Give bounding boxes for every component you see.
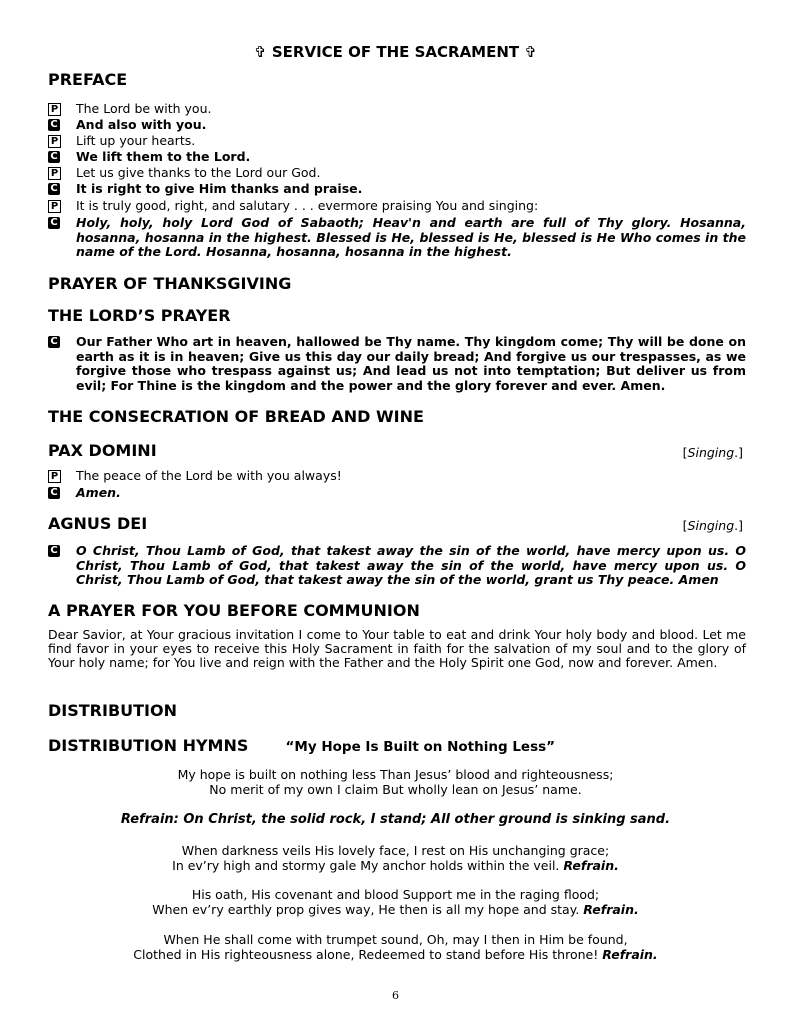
pastor-marker-icon: P [48,200,61,213]
page-title [0,43,791,61]
pastor-marker-icon: P [48,103,61,116]
hymn-verse: When darkness veils His lovely face, I rest on His unchanging grace; In ev’ry high and stormy gale My anchor holds within the veil. Refrain. [172,843,619,873]
thanksgiving-heading: PRAYER OF THANKSGIVING [48,274,292,293]
preface-line-text: Lift up your hearts. [76,133,196,148]
pax-line [48,469,746,484]
preface-line [48,118,746,133]
congregation-marker-icon: C [48,545,60,557]
page-title-text: SERVICE OF THE SACRAMENT [271,43,520,61]
congregation-marker-icon: C [48,119,60,131]
lords-prayer [48,335,746,393]
consecration-heading: THE CONSECRATION OF BREAD AND WINE [48,407,424,426]
sanctus [48,216,746,260]
preface-line-text: And also with you. [76,117,207,132]
congregation-marker-icon: C [48,217,60,229]
hymn-verse: His oath, His covenant and blood Support me in the raging flood; When ev’ry earthly prop gives way, He then is all my hope and stay. Refrain. [152,887,639,917]
preface-line [48,150,746,165]
distribution-hymns-heading: DISTRIBUTION HYMNS “My Hope Is Built on Nothing Less” [48,736,556,755]
preface-line-text: It is truly good, right, and salutary . . . evermore praising You and singing: [76,198,539,213]
preface-line-text: We lift them to the Lord. [76,149,251,164]
prayer-before-communion-heading: A PRAYER FOR YOU BEFORE COMMUNION [48,601,420,620]
preface-line-text: The Lord be with you. [76,101,212,116]
congregation-marker-icon: C [48,487,60,499]
agnus-dei [48,544,746,588]
lords-prayer-heading: THE LORD’S PRAYER [48,306,231,325]
prayer-before-communion-text: Dear Savior, at Your gracious invitation I come to Your table to eat and drink Your holy body and blood. Let me find favor in your eyes to receive this Holy Sacrament in faith for the salvation of my soul and to the glory of Your holy name; for You live and reign with the Father and the Holy Spirit one God, now and forever. Amen. [48,627,746,670]
hymn-verse: My hope is built on nothing less Than Jesus’ blood and righteousness; No merit of my own I claim But wholly lean on Jesus’ name. [177,767,614,797]
agnus-dei-text: O Christ, Thou Lamb of God, that takest away the sin of the world, have mercy upon us. O Christ, Thou Lamb of God, that takest away the sin of the world, have mercy upon us. O Christ, Thou Lamb of God, that takest away the sin of the world, grant us Thy peace. Amen [76,543,746,587]
pax-line-text: Amen. [76,485,121,500]
preface-line [48,182,746,197]
distribution-heading: DISTRIBUTION [48,701,177,720]
preface-line [48,166,746,181]
preface-line [48,199,746,214]
preface-heading: PREFACE [48,70,128,89]
hymn-title: “My Hope Is Built on Nothing Less” [285,739,556,755]
congregation-marker-icon: C [48,183,60,195]
pax-line-text: The peace of the Lord be with you always! [76,468,342,483]
pax-line [48,486,746,501]
cross-icon: ✞ [254,43,267,61]
hymn-refrain: Refrain: On Christ, the solid rock, I stand; All other ground is sinking sand. [120,812,671,827]
pastor-marker-icon: P [48,135,61,148]
singing-note: [Singing.] [682,445,743,460]
cross-icon: ✞ [524,43,537,61]
lords-prayer-text: Our Father Who art in heaven, hallowed be Thy name. Thy kingdom come; Thy will be done on earth as it is in heaven; Give us this day our daily bread; And forgive us our trespasses, as we forgive those who trespass against us; And lead us not into temptation; But deliver us from evil; For Thine is the kingdom and the power and the glory forever and ever. Amen. [76,334,746,393]
preface-line-text: It is right to give Him thanks and praise. [76,181,363,196]
congregation-marker-icon: C [48,151,60,163]
pastor-marker-icon: P [48,167,61,180]
congregation-marker-icon: C [48,336,60,348]
preface-line [48,134,746,149]
sanctus-text: Holy, holy, holy Lord God of Sabaoth; Heav'n and earth are full of Thy glory. Hosanna, hosanna, hosanna in the highest. Blessed is He, blessed is He, blessed is He Who comes in the name of the Lord. Hosanna, hosanna, hosanna in the highest. [76,215,746,259]
hymn-verse: When He shall come with trumpet sound, Oh, may I then in Him be found, Clothed in His righteousness alone, Redeemed to stand before His throne! Refrain. [133,932,658,962]
agnus-dei-heading: AGNUS DEI [48,514,148,533]
preface-line [48,102,746,117]
preface-line-text: Let us give thanks to the Lord our God. [76,165,321,180]
page-number: 6 [392,989,399,1002]
singing-note: [Singing.] [682,518,743,533]
pax-domini-heading: PAX DOMINI [48,441,157,460]
pastor-marker-icon: P [48,470,61,483]
